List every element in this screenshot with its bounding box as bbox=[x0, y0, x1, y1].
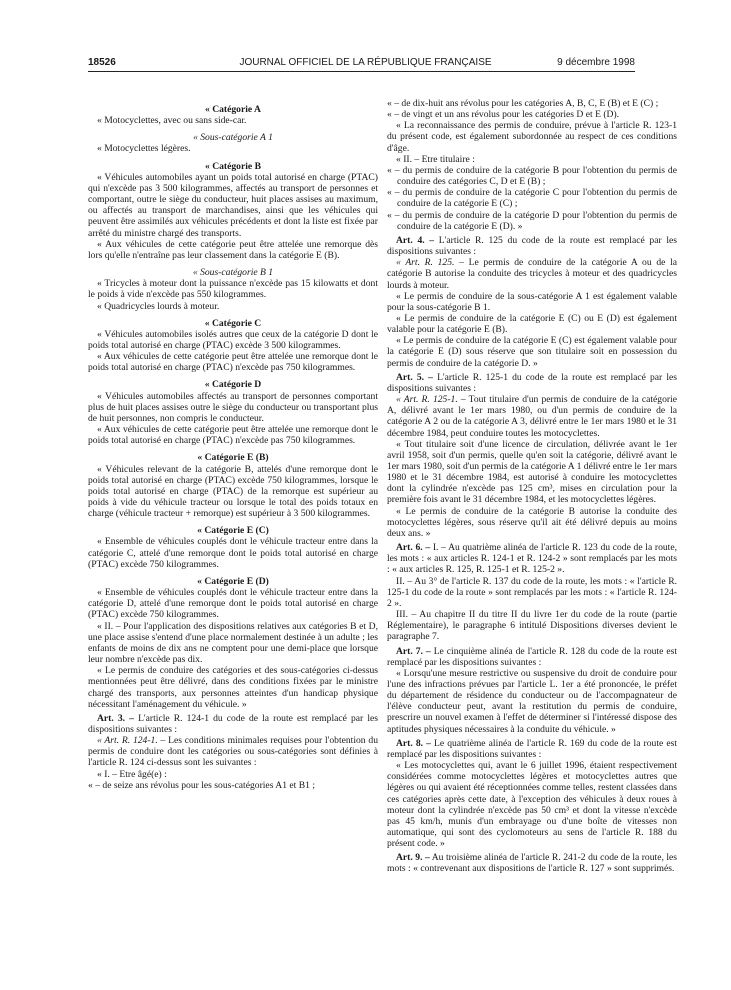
article-number: Art. 6. – bbox=[396, 542, 431, 554]
paragraph: « Le permis de conduire des catégories et des sous-catégories ci-dessus mentionnées peut être délivré, dans des conditions fixées par le ministre chargé des transports, aux personnes atteintes d'un handicap physique nécessitant l'aménagement du véhicule. » bbox=[88, 665, 378, 710]
article-text: I. – Au quatrième alinéa de l'article R. 123 du code de la route, les mots : « aux articles R. 124-1 et R. 124-2 » sont remplacés par les mots : « aux articles R. 125, R. 125-1 et R. 125-2 ». bbox=[387, 542, 677, 576]
list-item: « – du permis de conduire de la catégorie D pour l'obtention du permis de conduire de la catégorie E (D). » bbox=[387, 209, 677, 232]
article-text: – Les conditions minimales requises pour l'obtention du permis de conduire dont les catégories ou sous-catégories sont définies à l'article R. 124 ci-dessus sont les suivantes : bbox=[88, 735, 378, 769]
right-column bbox=[387, 98, 677, 875]
quoted-article-ref: « Art. R. 125-1. bbox=[396, 394, 458, 406]
article-text: Le quatrième alinéa de l'article R. 169 du code de la route est remplacé par les dispositions suivantes : bbox=[387, 737, 677, 760]
section-heading: « Catégorie E (B) bbox=[197, 452, 269, 464]
paragraph: « Véhicules automobiles ayant un poids total autorisé en charge (PTAC) qui n'excède pas 3 500 kilogrammes, affectés au transport de personnes et comportant, outre le siège du conducteur, huit places assises au maximum, ou affectés au transport de marchandises, ainsi que les véhicules qui peuvent être assimilés aux véhicules précédents et dont la liste est fixée par arrêté du ministre chargé des transports. bbox=[88, 171, 378, 239]
subsection-heading: « Sous-catégorie B 1 bbox=[192, 267, 274, 279]
article-number: Art. 9. – bbox=[396, 852, 430, 864]
paragraph: « Tricycles à moteur dont la puissance n'excède pas 15 kilowatts et dont le poids à vide n'excède pas 550 kilogrammes. bbox=[88, 278, 378, 301]
publication-date: 9 décembre 1998 bbox=[557, 57, 635, 68]
list-item: « – de seize ans révolus pour les sous-catégories A1 et B1 ; bbox=[88, 779, 315, 791]
header-rule bbox=[88, 71, 635, 72]
paragraph: « Le permis de conduire de la catégorie E (C) ou E (D) est également valable pour la catégorie E (B). bbox=[387, 312, 677, 336]
paragraph: « Motocyclettes, avec ou sans side-car. bbox=[97, 115, 247, 127]
article-paragraph bbox=[387, 852, 677, 874]
article-text: Le cinquième alinéa de l'article R. 128 du code de la route est remplacé par les dispositions suivantes : bbox=[387, 645, 677, 668]
article-number: Art. 7. – bbox=[396, 645, 431, 657]
article-number: Art. 5. – bbox=[396, 371, 433, 383]
article-paragraph bbox=[88, 713, 378, 735]
paragraph: « I. – Etre âgé(e) : bbox=[97, 768, 167, 780]
paragraph: « Aux véhicules de cette catégorie peut être attelée une remorque dont le poids total autorisé en charge (PTAC) n'excède pas 750 kilogrammes. bbox=[88, 424, 378, 447]
paragraph: « Véhicules automobiles isolés autres que ceux de la catégorie D dont le poids total autorisé en charge (PTAC) excède 3 500 kilogrammes. bbox=[88, 328, 378, 351]
list-item: « – de vingt et un ans révolus pour les catégories D et E (D). bbox=[387, 109, 620, 121]
section-heading: « Catégorie B bbox=[205, 160, 261, 172]
subsection-heading: « Sous-catégorie A 1 bbox=[193, 132, 273, 144]
article-text: Au troisième alinéa de l'article R. 241-2 du code de la route, les mots : « contrevenant aux dispositions de l'article R. 127 » sont supprimés. bbox=[387, 852, 677, 875]
article-number: Art. 4. – bbox=[396, 234, 435, 246]
paragraph: « Les motocyclettes qui, avant le 6 juillet 1996, étaient respectivement considérées comme motocyclettes légères et motocyclettes autres que légères ou qui avaient été réceptionnées comme telles, restent classées dans ces catégories après cette date, à l'exception des véhicules à deux roues à moteur dont la cylindrée n'excède pas 50 cm³ et dont la vitesse n'excède pas 45 km/h, munis d'un embrayage ou d'une boîte de vitesses non automatique, qui sont des cyclomoteurs au sens de l'article R. 188 du présent code. » bbox=[387, 760, 677, 850]
article-paragraph bbox=[387, 738, 677, 760]
quoted-article-ref: « Art. R. 125. bbox=[396, 257, 455, 269]
quoted-article-paragraph bbox=[387, 257, 677, 290]
paragraph: « Lorsqu'une mesure restrictive ou suspensive du droit de conduire pour l'une des infractions prévues par l'article L. 1er a été prononcée, le préfet du département de résidence du conducteur ou de l'accompagnateur de l'élève conducteur peut, avant la restitution du permis de conduire, prescrire un nouvel examen à l'effet de déterminer si l'intéressé dispose des aptitudes physiques nécessaires à la conduite du véhicule. » bbox=[387, 667, 677, 735]
paragraph: « Le permis de conduire de la catégorie E (C) est également valable pour la catégorie E (D) sous réserve que son titulaire soit en possession du permis de conduire de la catégorie D. » bbox=[387, 335, 677, 369]
paragraph: « II. – Etre titulaire : bbox=[396, 153, 475, 165]
list-item: « – de dix-huit ans révolus pour les catégories A, B, C, E (B) et E (C) ; bbox=[387, 98, 659, 109]
article-paragraph bbox=[387, 542, 677, 575]
paragraph: « Motocyclettes légères. bbox=[97, 143, 191, 155]
article-text: – Tout titulaire d'un permis de conduire de la catégorie A, délivré avant le 1er mars 1980, ou d'un permis de conduire de la catégorie A 2 ou de la catégorie A 3, délivré entre le 1er mars 1980 et le 31 décembre 1984, peut conduire toutes les motocyclettes. bbox=[387, 394, 677, 439]
paragraph: « Ensemble de véhicules couplés dont le véhicule tracteur entre dans la catégorie D, attelé d'une remorque dont le poids total autorisé en charge (PTAC) excède 750 kilogrammes. bbox=[88, 587, 378, 621]
article-paragraph bbox=[387, 646, 677, 668]
article-paragraph bbox=[387, 235, 677, 257]
article-number: Art. 8. – bbox=[396, 737, 431, 749]
article-text: L'article R. 124-1 du code de la route est remplacé par les dispositions suivantes : bbox=[88, 712, 378, 735]
quoted-article-paragraph bbox=[88, 735, 378, 768]
page-number: 18526 bbox=[88, 57, 116, 68]
article-paragraph bbox=[387, 372, 677, 394]
journal-title: JOURNAL OFFICIEL DE LA RÉPUBLIQUE FRANÇAISE bbox=[239, 57, 492, 68]
article-text: L'article R. 125-1 du code de la route est remplacé par les dispositions suivantes : bbox=[387, 371, 677, 394]
section-heading: « Catégorie E (D) bbox=[197, 575, 269, 587]
list-item: « – du permis de conduire de la catégorie B pour l'obtention du permis de conduire des catégories C, D et E (B) ; bbox=[387, 164, 677, 188]
paragraph: « II. – Pour l'application des dispositions relatives aux catégories B et D, une place assise s'entend d'une place normalement destinée à un adulte ; les enfants de moins de dix ans ne comptent pour une demi-place que lorsque leur nombre n'excède pas dix. bbox=[88, 620, 378, 666]
article-number: Art. 3. – bbox=[97, 712, 134, 724]
paragraph: « Véhicules automobiles affectés au transport de personnes comportant plus de huit places assises outre le siège du conducteur ou transportant plus de huit personnes, non compris le conducteur. bbox=[88, 390, 378, 424]
paragraph: « Le permis de conduire de la sous-catégorie A 1 est également valable pour la sous-catégorie B 1. bbox=[387, 290, 677, 313]
paragraph: II. – Au 3° de l'article R. 137 du code de la route, les mots : « l'article R. 125-1 du code de la route » sont remplacés par les mots : « l'article R. 124-2 ». bbox=[387, 575, 677, 609]
article-text: – Le permis de conduire de la catégorie A ou de la catégorie B autorise la conduite des tricycles à moteur et des quadricycles lourds à moteur. bbox=[387, 257, 677, 291]
list-item: « – du permis de conduire de la catégorie C pour l'obtention du permis de conduire de la catégorie E (C) ; bbox=[387, 187, 677, 210]
page-header bbox=[0, 0, 731, 70]
paragraph: « Véhicules relevant de la catégorie B, attelés d'une remorque dont le poids total autorisé en charge (PTAC) excède 750 kilogrammes, lorsque le poids total autorisé en charge (PTAC) de la remorque est supérieur au poids à vide du véhicule tracteur ou lorsque le total des poids totaux en charge (véhicule tracteur + remorque) est supérieur à 3 500 kilogrammes. bbox=[88, 463, 378, 520]
paragraph: « Tout titulaire soit d'une licence de circulation, délivrée avant le 1er avril 1958, soit d'un permis, quelle qu'en soit la catégorie, délivré avant le 1er mars 1980, soit d'un permis de la catégorie A 1 délivré entre le 1er mars 1980 et le 31 décembre 1984, est autorisé à conduire les motocyclettes dont la cylindrée n'excède pas 125 cm³, mises en circulation pour la première fois avant le 31 décembre 1984, et les motocyclettes légères. bbox=[387, 438, 677, 506]
paragraph: « La reconnaissance des permis de conduire, prévue à l'article R. 123-1 du présent code, est également subordonnée au respect de ces conditions d'âge. bbox=[387, 120, 677, 154]
section-heading: « Catégorie D bbox=[204, 379, 262, 391]
quoted-article-paragraph bbox=[387, 394, 677, 439]
paragraph: « Aux véhicules de cette catégorie peut être attelée une remorque dont le poids total autorisé en charge (PTAC) n'excède pas 750 kilogrammes. bbox=[88, 351, 378, 374]
paragraph: « Quadricycles lourds à moteur. bbox=[97, 300, 220, 312]
paragraph: III. – Au chapitre II du titre II du livre 1er du code de la route (partie Réglementaire), le paragraphe 6 intitulé Dispositions diverses devient le paragraphe 7. bbox=[387, 609, 677, 643]
paragraph: « Aux véhicules de cette catégorie peut être attelée une remorque dès lors qu'elle n'entraîne pas leur classement dans la catégorie E (B). bbox=[88, 238, 378, 261]
section-heading: « Catégorie E (C) bbox=[197, 525, 269, 537]
section-heading: « Catégorie A bbox=[205, 104, 261, 115]
article-text: L'article R. 125 du code de la route est remplacé par les dispositions suivantes : bbox=[387, 234, 677, 258]
quoted-article-ref: « Art. R. 124-1. bbox=[97, 735, 158, 747]
paragraph: « Le permis de conduire de la catégorie B autorise la conduite des motocyclettes légères, sous réserve qu'il ait été délivré depuis au moins deux ans. » bbox=[387, 505, 677, 539]
paragraph: « Ensemble de véhicules couplés dont le véhicule tracteur entre dans la catégorie C, attelé d'une remorque dont le poids total autorisé en charge (PTAC) excède 750 kilogrammes. bbox=[88, 536, 378, 570]
left-column bbox=[88, 98, 378, 791]
section-heading: « Catégorie C bbox=[204, 317, 262, 329]
